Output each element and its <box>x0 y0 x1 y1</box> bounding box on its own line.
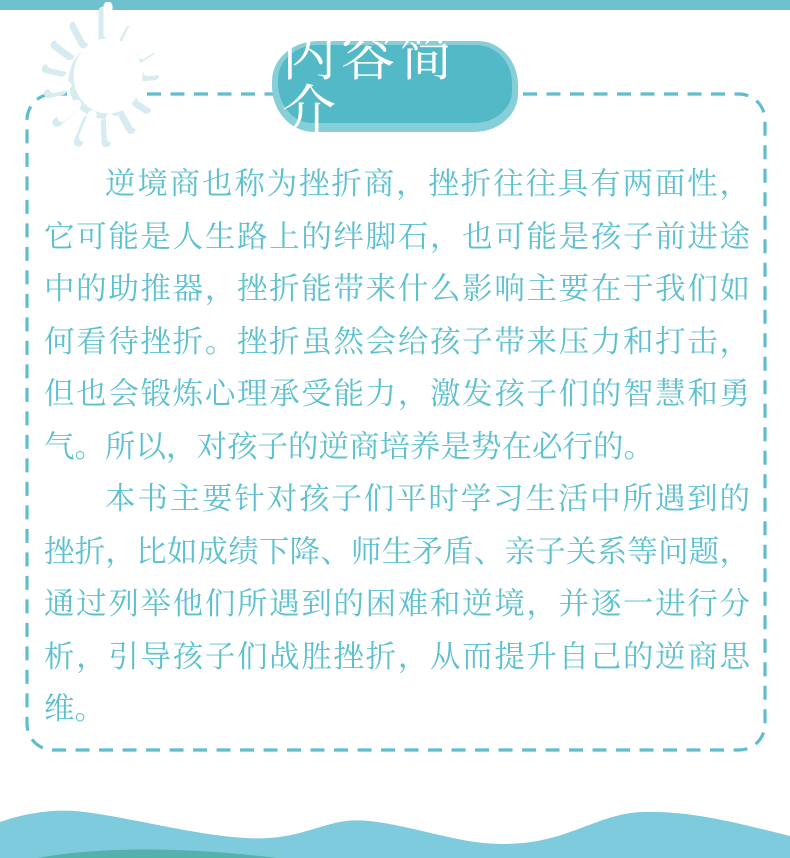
sun-icon <box>28 2 188 147</box>
text-line: 通过列举他们所遇到的困难和逆境，并逐一进行分 <box>44 587 750 621</box>
text-line: 它可能是人生路上的绊脚石，也可能是孩子前进途 <box>44 219 750 254</box>
content-text <box>44 158 750 736</box>
text-line: 气。所以，对孩子的逆商培养是势在必行的。 <box>44 429 654 464</box>
text-line: 析，引导孩子们战胜挫折，从而提升自己的逆商思 <box>44 639 750 674</box>
text-line: 挫折，比如成绩下降、师生矛盾、亲子关系等问题， <box>44 534 750 569</box>
text-line: 何看待挫折。挫折虽然会给孩子带来压力和打击， <box>44 324 750 359</box>
section-title-badge-fill <box>278 27 512 141</box>
footer-wave <box>0 798 790 858</box>
section-title-badge <box>272 27 518 141</box>
text-line: 本书主要针对孩子们平时学习生活中所遇到的 <box>105 482 750 516</box>
text-line: 但也会锻炼心理承受能力，激发孩子们的智慧和勇 <box>44 377 750 411</box>
text-line: 中的助推器，挫折能带来什么影响主要在于我们如 <box>44 272 750 306</box>
section-title: 内容简介 <box>282 27 459 141</box>
text-line: 维。 <box>44 692 105 726</box>
text-line: 逆境商也称为挫折商，挫折往往具有两面性， <box>105 167 750 201</box>
